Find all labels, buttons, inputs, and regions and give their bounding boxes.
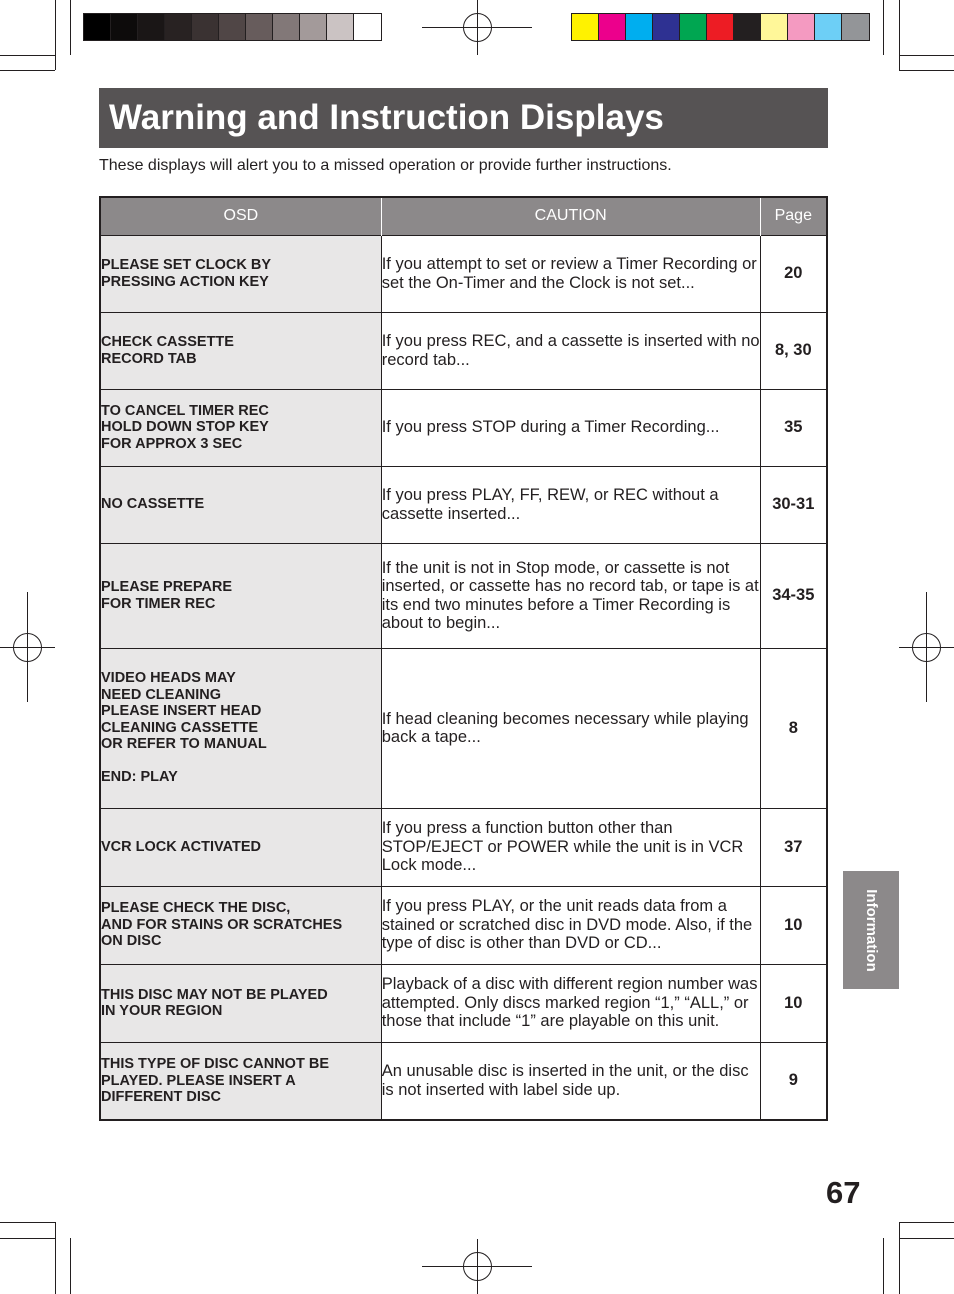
warning-table (99, 196, 828, 1121)
crop-mark-bottom-left-v2 (55, 1222, 56, 1294)
table-row (100, 964, 827, 1042)
gray-swatch (84, 14, 111, 40)
page-reference: 35 (760, 389, 827, 466)
page-reference: 8, 30 (760, 312, 827, 389)
caution-text: If you press a function button other than STOP/EJECT or POWER while the unit is in VCR Lock mode... (381, 808, 760, 886)
table-row (100, 389, 827, 466)
gray-swatch (354, 14, 381, 40)
table-row (100, 886, 827, 964)
crop-mark-top-left-v2 (55, 0, 56, 70)
gray-swatch (165, 14, 192, 40)
table-row (100, 312, 827, 389)
color-swatch (761, 14, 788, 40)
table-row (100, 1042, 827, 1120)
crop-mark-top-left-h (0, 70, 55, 71)
gray-swatch (246, 14, 273, 40)
osd-message: PLEASE PREPARE FOR TIMER REC (100, 543, 381, 648)
crop-mark-top-left-h2 (0, 55, 55, 56)
caution-text: An unusable disc is inserted in the unit, or the disc is not inserted with label side up. (381, 1042, 760, 1120)
crop-mark-bottom-right-v (883, 1238, 884, 1294)
page-reference: 10 (760, 886, 827, 964)
page-reference: 10 (760, 964, 827, 1042)
crop-mark-top-right-h (899, 70, 954, 71)
page-reference: 30-31 (760, 466, 827, 543)
crop-mark-bottom-right-h (899, 1222, 954, 1223)
section-tab (843, 871, 899, 989)
crop-mark-bottom-left-h (0, 1222, 55, 1223)
gray-swatch (192, 14, 219, 40)
color-swatch (842, 14, 869, 40)
page-title: Warning and Instruction Displays (109, 98, 664, 137)
gray-swatch (138, 14, 165, 40)
page-reference: 34-35 (760, 543, 827, 648)
header-caution: CAUTION (381, 197, 760, 235)
osd-message: NO CASSETTE (100, 466, 381, 543)
crop-mark-bottom-left-h2 (0, 1238, 55, 1239)
osd-message: VCR LOCK ACTIVATED (100, 808, 381, 886)
color-swatch (626, 14, 653, 40)
crop-mark-top-right-v2 (899, 0, 900, 70)
gray-swatch (273, 14, 300, 40)
page-number: 67 (826, 1175, 861, 1210)
color-calibration-bar (571, 13, 870, 41)
table-row (100, 466, 827, 543)
caution-text: If you press REC, and a cassette is inserted with no record tab... (381, 312, 760, 389)
osd-message: VIDEO HEADS MAY NEED CLEANING PLEASE INSERT HEAD CLEANING CASSETTE OR REFER TO MANUAL END: PLAY (100, 648, 381, 808)
table-row (100, 235, 827, 312)
gray-swatch (219, 14, 246, 40)
section-tab-label: Information (862, 888, 880, 972)
caution-text: If the unit is not in Stop mode, or cassette is not inserted, or cassette has no record tab, or tape is at its end two minutes before a Timer Recording is about to begin... (381, 543, 760, 648)
caution-text: If head cleaning becomes necessary while playing back a tape... (381, 648, 760, 808)
color-swatch (815, 14, 842, 40)
gray-swatch (327, 14, 354, 40)
table-row (100, 543, 827, 648)
header-osd: OSD (100, 197, 381, 235)
color-swatch (653, 14, 680, 40)
caution-text: If you press PLAY, FF, REW, or REC without a cassette inserted... (381, 466, 760, 543)
page-reference: 8 (760, 648, 827, 808)
caution-text: If you attempt to set or review a Timer Recording or set the On-Timer and the Clock is not set... (381, 235, 760, 312)
table-header-row (100, 197, 827, 235)
page-reference: 37 (760, 808, 827, 886)
page-title-band (99, 88, 828, 148)
gray-swatch (111, 14, 138, 40)
intro-text: These displays will alert you to a missed operation or provide further instructions. (99, 157, 672, 174)
table-row (100, 808, 827, 886)
color-swatch (788, 14, 815, 40)
grayscale-calibration-bar (83, 13, 382, 41)
color-swatch (707, 14, 734, 40)
color-swatch (572, 14, 599, 40)
caution-text: Playback of a disc with different region number was attempted. Only discs marked region “1,” “ALL,” or those that include “1” are playable on this unit. (381, 964, 760, 1042)
crop-mark-bottom-left-v (70, 1238, 71, 1294)
crop-mark-bottom-right-v2 (899, 1222, 900, 1294)
color-swatch (734, 14, 761, 40)
gray-swatch (300, 14, 327, 40)
color-swatch (680, 14, 707, 40)
osd-message: THIS DISC MAY NOT BE PLAYED IN YOUR REGION (100, 964, 381, 1042)
caution-text: If you press STOP during a Timer Recording... (381, 389, 760, 466)
crop-mark-top-left-v (70, 0, 71, 55)
color-swatch (599, 14, 626, 40)
caution-text: If you press PLAY, or the unit reads data from a stained or scratched disc in DVD mode. Also, if the type of disc is other than DVD or CD... (381, 886, 760, 964)
osd-message: PLEASE SET CLOCK BY PRESSING ACTION KEY (100, 235, 381, 312)
osd-message: TO CANCEL TIMER REC HOLD DOWN STOP KEY FOR APPROX 3 SEC (100, 389, 381, 466)
page-reference: 9 (760, 1042, 827, 1120)
osd-message: PLEASE CHECK THE DISC, AND FOR STAINS OR SCRATCHES ON DISC (100, 886, 381, 964)
header-page: Page (760, 197, 827, 235)
osd-message: CHECK CASSETTE RECORD TAB (100, 312, 381, 389)
crop-mark-top-right-v (883, 0, 884, 55)
osd-message: THIS TYPE OF DISC CANNOT BE PLAYED. PLEASE INSERT A DIFFERENT DISC (100, 1042, 381, 1120)
page-reference: 20 (760, 235, 827, 312)
crop-mark-top-right-h2 (899, 55, 954, 56)
crop-mark-bottom-right-h2 (899, 1238, 954, 1239)
table-row (100, 648, 827, 808)
